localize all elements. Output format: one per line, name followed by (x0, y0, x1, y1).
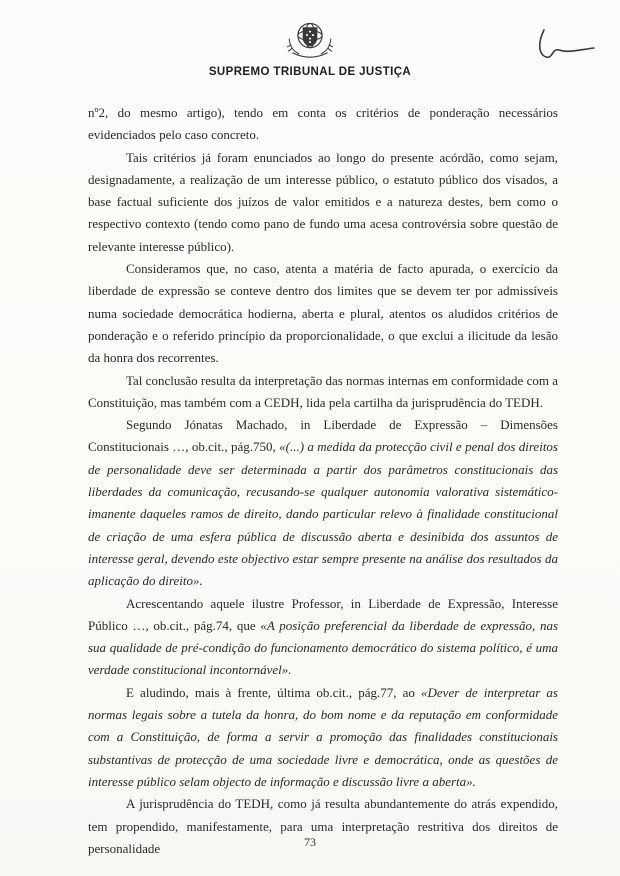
text-segment: A jurisprudência do TEDH, como já resulta abundantemente do atrás expendido, tem propendido, manifestamente, para uma interpretação restritiva dos direitos de personalidade (88, 796, 558, 856)
page-footer (0, 835, 620, 850)
page-title: SUPREMO TRIBUNAL DE JUSTIÇA (208, 66, 412, 78)
paragraph (88, 682, 558, 793)
text-segment: Consideramos que, no caso, atenta a matéria de facto apurada, o exercício da liberdade de expressão se conteve dentro dos limites que se devem ter por admissíveis numa sociedade democrática hodierna, aberta e plural, atentos os aludidos critérios de ponderação e o referido princípio da proporcionalidade, o que exclui a ilicitude da lesão da honra dos recorrentes. (88, 261, 558, 366)
paragraph (88, 593, 558, 682)
text-segment: Segundo Jónatas Machado, in Liberdade de Expressão – Dimensões Constitucionais …, ob.cit., pág.750, (88, 417, 558, 455)
paragraph (88, 102, 558, 147)
paragraph (88, 414, 558, 592)
paragraph (88, 793, 558, 860)
document-body (88, 102, 558, 860)
text-segment: «Dever de interpretar as normas legais sobre a tutela da honra, do bom nome e da reputação em conformidade com a Constituição, de forma a servir a promoção das finalidades constitucionais substantivas de protecção de uma sociedade livre e democrática, onde as questões de interesse público selam objecto de informação e discussão livre a aberta». (88, 684, 558, 789)
text-segment: E aludindo, mais à frente, última ob.cit., pág.77, ao (126, 684, 422, 700)
text-segment: Tal conclusão resulta da interpretação das normas internas em conformidade com a Constituição, mas também com a CEDH, lida pela cartilha da jurisprudência do TEDH. (88, 372, 558, 410)
text-segment: «(...) a medida da protecção civil e penal dos direitos de personalidade deve ser determinada a partir dos parâmetros constitucionais das liberdades da comunicação, recusando-se qualquer autonomia valorativa sistemático-imanente daqueles ramos de direito, dando particular relevo à finalidade constitucional de criação de uma esfera pública de discussão aberta e desinibida dos assuntos de interesse geral, devendo este objectivo estar sempre presente na análise dos resultados da aplicação do direito». (88, 439, 558, 589)
coat-of-arms-icon (284, 16, 336, 62)
text-segment: nº2, do mesmo artigo), tendo em conta os critérios de ponderação necessários evidenciados pelo caso concreto. (88, 105, 558, 143)
paragraph (88, 147, 558, 258)
text-segment: Tais critérios já foram enunciados ao longo do presente acórdão, como sejam, designadamente, a realização de um interesse público, o estatuto público dos visados, a base factual suficiente dos juízos de valor emitidos e a natureza destes, bem como o respectivo contexto (tendo como pano de fundo uma acesa controvérsia sobre questão de relevante interesse público). (88, 149, 558, 254)
text-segment: Acrescentando aquele ilustre Professor, in Liberdade de Expressão, Interesse Público …, ob.cit., pág.74, que (88, 595, 558, 633)
paragraph (88, 370, 558, 415)
page-number: 73 (304, 835, 316, 849)
text-segment: «A posição preferencial da liberdade de expressão, nas sua qualidade de pré-condição do funcionamento democrático do sistema político, é uma verdade constitucional incontornável». (88, 617, 558, 678)
paragraph (88, 258, 558, 369)
handwritten-mark (534, 26, 598, 70)
